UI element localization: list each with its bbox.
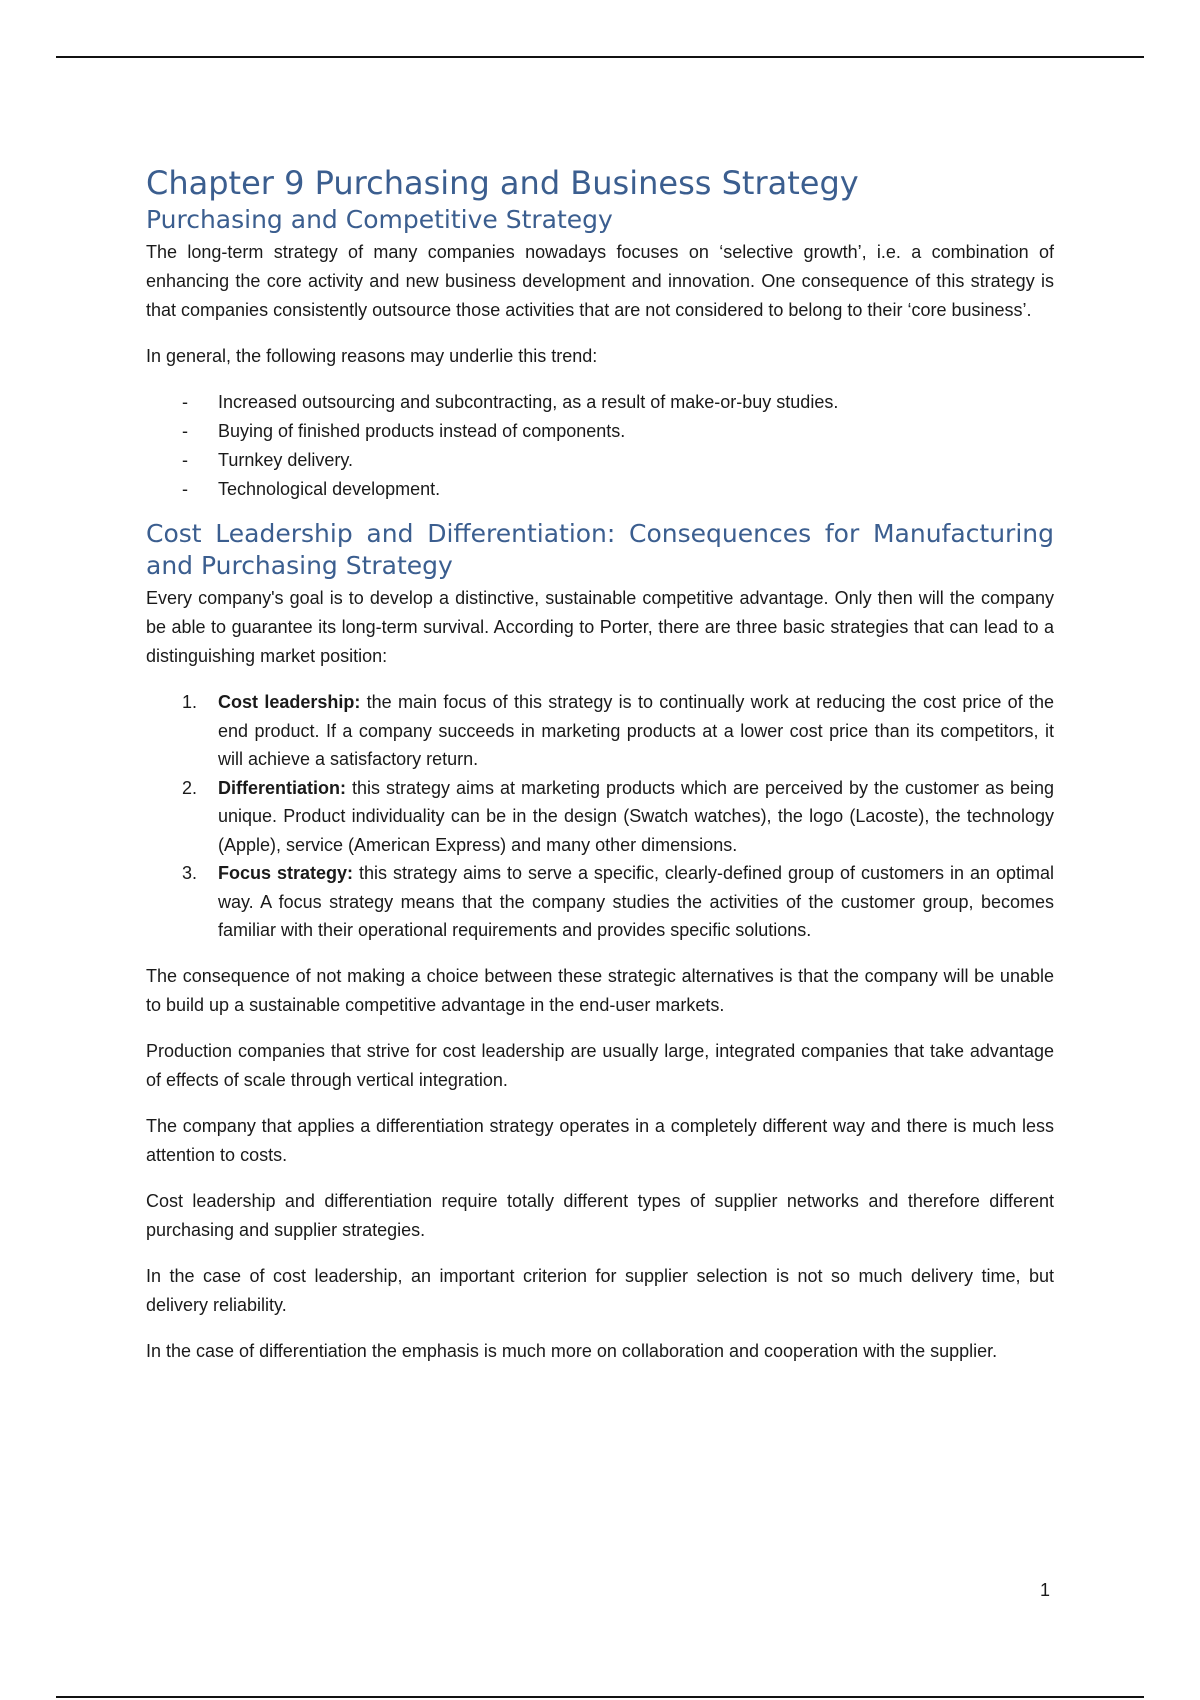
list-item-text: Turnkey delivery. [218, 450, 354, 470]
strategy-description: this strategy aims at marketing products which are perceived by the customer as being unique. Product individuality can be in the design (Swatch watches), the logo (Lacoste), the technology (Apple), service (American Express) and many other dimensions. [218, 777, 1054, 855]
section-heading-cost-leadership: Cost Leadership and Differentiation: Consequences for Manufacturing and Purchasing Strategy [146, 519, 1054, 580]
list-item-text: Increased outsourcing and subcontracting, as a result of make-or-buy studies. [218, 392, 839, 412]
list-number: 3. [182, 863, 198, 883]
dash-bullet: - [182, 450, 188, 470]
footer-rule [56, 1696, 1144, 1698]
chapter-title: Chapter 9 Purchasing and Business Strategy [146, 164, 859, 202]
strategy-term: Focus strategy: [218, 863, 354, 883]
section-heading-competitive-strategy: Purchasing and Competitive Strategy [146, 205, 613, 234]
dash-bullet: - [182, 421, 188, 441]
list-number: 2. [182, 777, 198, 798]
paragraph-porter-intro: Every company's goal is to develop a distinctive, sustainable competitive advantage. Only then will the company be able to guarantee its long-term survival. According to Porter, there are three basic strategies that can lead to a distinguishing market position: [146, 588, 1054, 666]
strategy-description: this strategy aims to serve a specific, clearly-defined group of customers in an optimal way. A focus strategy means that the company studies the activities of the customer group, becomes familiar with their operational requirements and provides specific solutions. [218, 863, 1054, 940]
list-item [146, 475, 1054, 504]
list-number: 1. [182, 692, 198, 712]
dash-bullet: - [182, 479, 188, 499]
list-item [146, 388, 1054, 417]
strategies-list [146, 688, 1054, 945]
header-rule [56, 56, 1144, 58]
list-item-text: Technological development. [218, 479, 441, 499]
paragraph-selective-growth: The long-term strategy of many companies nowadays focuses on ‘selective growth’, i.e. a combination of enhancing the core activity and new business development and innovation. One consequence of this strategy is that companies consistently outsource those activities that are not considered to belong to their ‘core business’. [146, 242, 1054, 320]
paragraph-consequence: The consequence of not making a choice between these strategic alternatives is that the company will be unable to build up a sustainable competitive advantage in the end-user markets. [146, 965, 1054, 1015]
page-number: 1 [1040, 1580, 1051, 1600]
paragraph-differentiation-company: The company that applies a differentiation strategy operates in a completely different way and there is much less attention to costs. [146, 1115, 1054, 1165]
list-item-text: Buying of finished products instead of components. [218, 421, 626, 441]
paragraph-reasons-intro: In general, the following reasons may underlie this trend: [146, 346, 598, 366]
strategy-description: the main focus of this strategy is to continually work at reducing the cost price of the end product. If a company succeeds in marketing products at a lower cost price than its competitors, it will achieve a satisfactory return. [218, 692, 1054, 769]
paragraph-differentiation-emphasis: In the case of differentiation the emphasis is much more on collaboration and cooperation with the supplier. [146, 1340, 998, 1361]
paragraph-production-companies: Production companies that strive for cost leadership are usually large, integrated companies that take advantage of effects of scale through vertical integration. [146, 1040, 1054, 1090]
strategy-term: Cost leadership: [218, 692, 361, 712]
list-item-cost-leadership [146, 688, 1054, 774]
list-item [146, 446, 1054, 475]
dash-bullet: - [182, 392, 188, 412]
page-content [146, 164, 1054, 1383]
paragraph-cost-leadership-criterion: In the case of cost leadership, an important criterion for supplier selection is not so much delivery time, but delivery reliability. [146, 1265, 1054, 1315]
strategy-term: Differentiation: [218, 777, 346, 798]
reasons-list [146, 388, 1054, 504]
list-item-focus-strategy [146, 859, 1054, 945]
paragraph-supplier-networks: Cost leadership and differentiation require totally different types of supplier networks and therefore different purchasing and supplier strategies. [146, 1190, 1054, 1240]
list-item [146, 417, 1054, 446]
list-item-differentiation [146, 774, 1054, 860]
